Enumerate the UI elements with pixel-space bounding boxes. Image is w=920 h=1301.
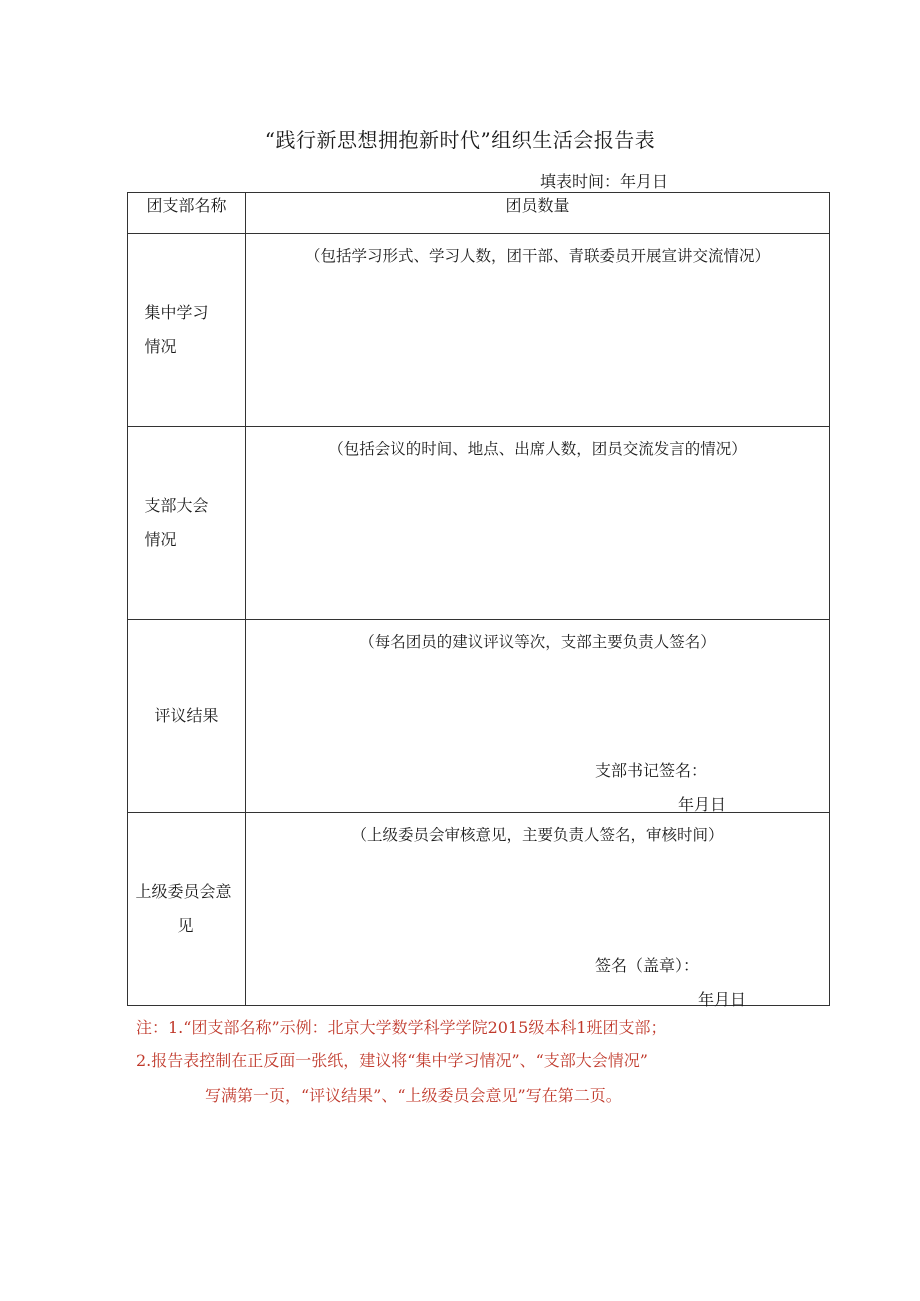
label-line: 上级委员会意 xyxy=(135,882,232,901)
label-line: 情况 xyxy=(144,530,177,549)
note-line-1: 注：1.“团支部名称”示例：北京大学数学科学学院2015级本科1班团支部； xyxy=(136,1018,667,1037)
label-line: 评议结果 xyxy=(154,706,219,725)
label-line: 情况 xyxy=(144,337,177,356)
section-meeting xyxy=(128,427,830,620)
report-form-table xyxy=(127,192,830,1009)
note-line-3: 写满第一页，“评议结果”、“上级委员会意见”写在第二页。 xyxy=(205,1086,622,1105)
section-content-committee[interactable] xyxy=(246,813,830,1009)
label-line: 见 xyxy=(177,916,194,935)
signature-date: 年月日 xyxy=(678,795,727,814)
header-row xyxy=(128,193,830,234)
section-hint: （包括学习形式、学习人数，团干部、青联委员开展宣讲交流情况） xyxy=(304,247,770,265)
section-label-meeting xyxy=(128,427,246,620)
section-hint: （包括会议的时间、地点、出席人数，团员交流发言的情况） xyxy=(328,440,747,458)
section-content-study[interactable] xyxy=(246,234,830,427)
member-count-cell[interactable]: 团员数量 xyxy=(246,193,830,234)
section-label-committee xyxy=(128,813,246,1006)
section-content-meeting[interactable] xyxy=(246,427,830,620)
section-hint: （每名团员的建议评议等次，支部主要负责人签名） xyxy=(359,633,716,651)
page-title: “践行新思想拥抱新时代”组织生活会报告表 xyxy=(264,128,656,152)
label-line: 集中学习 xyxy=(144,303,209,322)
signature-date: 年月日 xyxy=(698,990,747,1009)
note-line-2: 2.报告表控制在正反面一张纸，建议将“集中学习情况”、“支部大会情况” xyxy=(136,1051,648,1070)
section-label-evaluation xyxy=(128,620,246,813)
label-line: 支部大会 xyxy=(144,496,209,515)
section-committee xyxy=(128,813,830,1006)
section-label-study xyxy=(128,234,246,427)
section-evaluation xyxy=(128,620,830,813)
branch-name-cell[interactable]: 团支部名称 xyxy=(128,193,246,234)
fill-date: 填表时间：年月日 xyxy=(540,172,669,191)
section-study xyxy=(128,234,830,427)
seal-signature-label: 签名（盖章）： xyxy=(595,956,700,975)
secretary-signature-label: 支部书记签名： xyxy=(595,761,708,780)
section-content-evaluation[interactable] xyxy=(246,620,830,813)
section-hint: （上级委员会审核意见，主要负责人签名，审核时间） xyxy=(351,826,724,844)
